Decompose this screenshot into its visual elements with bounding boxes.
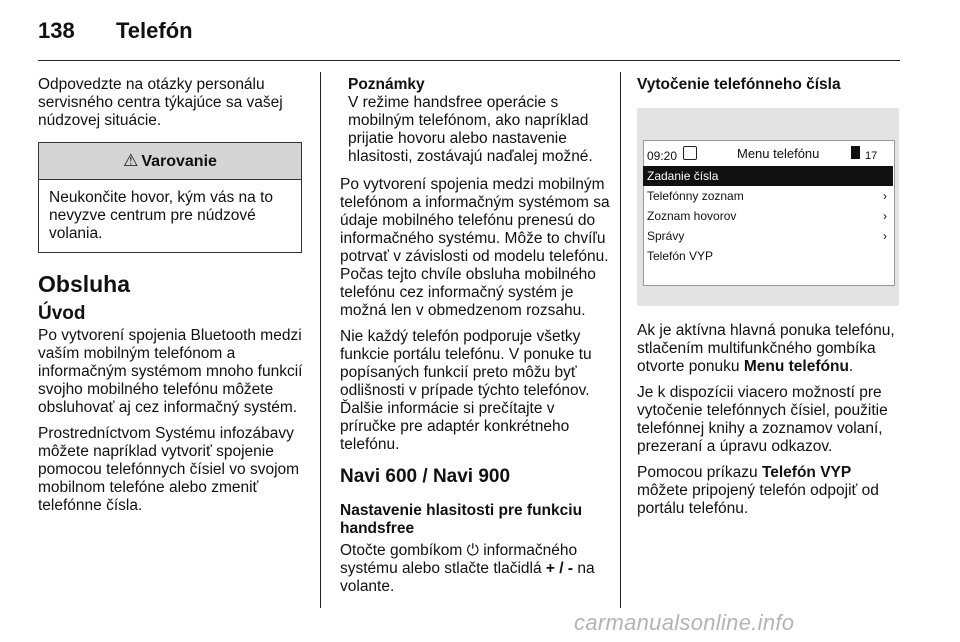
note-title: Poznámky — [348, 76, 425, 93]
screen-menu-list — [643, 166, 893, 266]
screen-temperature: 17 — [865, 150, 878, 162]
note-body: V režime handsfree operácie s mobilným telefónom, ako napríklad prijatie hovoru alebo nastavenie hlasitosti, zostávajú naďalej možné. — [348, 94, 593, 165]
warning-header — [39, 143, 301, 180]
column-1 — [38, 76, 306, 523]
phone-icon — [851, 146, 860, 159]
column-divider — [620, 72, 621, 608]
volume-paragraph: Otočte gombíkom ⏻ informačného systému alebo stlačte tlačidlá + / - na volante. — [340, 542, 595, 595]
page-header — [38, 18, 193, 44]
dialing-heading: Vytočenie telefónneho čísla — [637, 76, 841, 93]
subsection-heading: Úvod — [38, 303, 86, 324]
screen-title: Menu telefónu — [737, 146, 820, 161]
paragraph: Je k dispozícii viacero možností pre vytočenie telefónnych čísiel, použitie telefónnej knihy a zoznamov volaní, prezeraní a úpravu odkazov. — [637, 384, 888, 455]
menu-item-phonebook: Telefónny zoznam › — [643, 186, 893, 206]
chevron-right-icon: › — [883, 229, 887, 243]
menu-item-enter-number: Zadanie čísla — [643, 166, 893, 186]
warning-box — [38, 142, 302, 253]
column-2 — [340, 76, 610, 604]
menu-name: Menu telefónu — [743, 358, 849, 375]
command-name: Telefón VYP — [761, 464, 852, 481]
menu-item-call-list: Zoznam hovorov › — [643, 206, 893, 226]
paragraph: Po vytvorení spojenia medzi mobilným telefónom a informačným systémom sa údaje mobilného telefónu prenesú do informačného systému. Môže to chvíľu potrvať v závislosti od modelu telefónu. Počas tejto chvíle obsluha mobilného telefónu cez informačný systém je možná len v obmedzenom rozsahu. — [340, 176, 610, 319]
paragraph: Ak je aktívna hlavná ponuka telefónu, stlačením multifunkčného gombíka otvorte ponuku Menu telefónu. — [637, 322, 895, 375]
screen-status-bar — [645, 144, 891, 164]
screen-time: 09:20 — [647, 149, 678, 163]
chevron-right-icon: › — [883, 189, 887, 203]
watermark: carmanualsonline.info — [574, 610, 795, 635]
section-heading: Obsluha — [38, 271, 131, 297]
volume-buttons-label: + / - — [545, 560, 574, 577]
page-title: Telefón — [116, 18, 193, 43]
column-3 — [637, 76, 905, 526]
menu-item-phone-off: Telefón VYP — [647, 249, 714, 263]
paragraph: Prostredníctvom Systému infozábavy môžete napríklad vytvoriť spojenie pomocou telefónnych čísiel vo svojom mobilnom telefóne alebo zmeniť telefónne čísla. — [38, 425, 300, 514]
warning-title: Varovanie — [141, 153, 217, 170]
back-icon — [683, 146, 697, 160]
header-rule — [38, 60, 900, 61]
paragraph: Po vytvorení spojenia Bluetooth medzi vaším mobilným telefónom a informačným systémom mnoho funkcií svojho mobilného telefónu môžete obsluhovať aj cez informačný systém. — [38, 327, 303, 416]
intro-paragraph: Odpovedzte na otázky personálu servisného centra týkajúce sa vašej núdzovej situácie. — [38, 76, 283, 129]
menu-item-messages: Správy › — [643, 226, 893, 246]
note-box — [340, 76, 610, 166]
volume-heading: Nastavenie hlasitosti pre funkciu handsfree — [340, 502, 583, 537]
column-divider — [320, 72, 321, 608]
warning-triangle-icon: ⚠ — [123, 151, 139, 170]
power-knob-icon: ⏻ — [466, 542, 479, 559]
page-number: 138 — [38, 18, 75, 43]
navi-heading: Navi 600 / Navi 900 — [340, 466, 511, 487]
paragraph: Pomocou príkazu Telefón VYP môžete pripojený telefón odpojiť od portálu telefónu. — [637, 464, 879, 517]
paragraph: Nie každý telefón podporuje všetky funkcie portálu telefónu. V ponuke tu popísaných funkcií preto môžu byť odlišnosti v prípade týchto telefónov. Ďalšie informácie si prečítajte v príručke pre adaptér konkrétneho telefónu. — [340, 328, 592, 453]
chevron-right-icon: › — [883, 209, 887, 223]
phone-menu-screenshot — [637, 108, 899, 306]
warning-body: Neukončite hovor, kým vás na to nevyzve centrum pre núdzové volania. — [49, 189, 274, 242]
